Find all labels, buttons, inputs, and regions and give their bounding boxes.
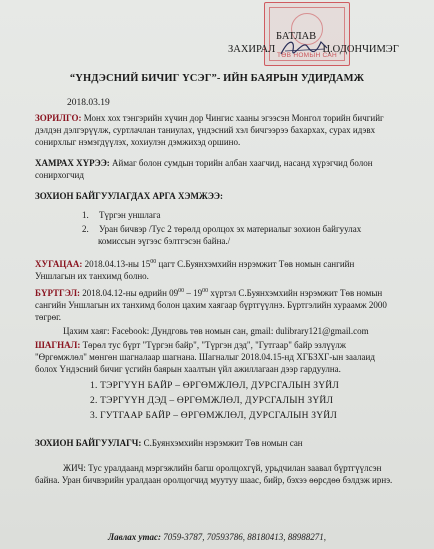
organizer-section xyxy=(35,437,420,449)
registration-label: БҮРТГЭЛ: xyxy=(35,288,81,298)
registration-rest: хүртэл С.Буянхэмхийн нэрэмжит Төв номын xyxy=(208,288,383,298)
organizer-value: С.Буянхэмхийн нэрэмжит Төв номын сан xyxy=(141,438,303,448)
method-heading: ЗОХИОН БАЙГУУЛАГДАХ АРГА ХЭМЖЭЭ: xyxy=(35,191,224,201)
time-date: 2018.04.13-ны xyxy=(82,259,142,269)
method-item-text: Түргэн уншлага xyxy=(99,210,161,220)
footer-phones: 7059-3787, 70593786, 88180413, 88988271, xyxy=(161,532,327,542)
notes-section xyxy=(35,462,425,486)
registration-sup-2: 00 xyxy=(202,288,209,294)
approval-label: БАТЛАВ xyxy=(276,31,317,42)
purpose-line-3: сонирхлыг нэмэгдүүлэх, хохиулэн дэмжихэд оршино. xyxy=(35,137,241,147)
awards-line-1: Төрөл тус бүрт "Түргэн байр", "Түргэн дэд", "Гутгаар" байр эзлүүлж xyxy=(80,340,346,350)
registration-contact: Цахим хаяг: Facebook: Дундговь төв номын сан, gmail: dulibrary121@gmail.com xyxy=(63,326,369,336)
awards-label: ШАГНАЛ: xyxy=(35,340,81,350)
contact-footer xyxy=(0,532,434,542)
organizer-label: ЗОХИОН БАЙГУУЛАГЧ: xyxy=(35,438,142,448)
awards-section xyxy=(35,339,420,375)
time-hour: 15 xyxy=(141,259,151,269)
registration-section xyxy=(35,285,420,337)
approver-name: Ц.ОДОНЧИМЭГ xyxy=(322,44,399,55)
scope-label: ХАМРАХ ХҮРЭЭ: xyxy=(35,158,110,168)
method-item-1 xyxy=(82,209,161,221)
award-place-3: 3. ГУТГААР БАЙР – ӨРГӨМЖЛӨЛ, ДУРСГАЛЫН ЗҮЙЛ xyxy=(90,411,338,421)
notes-line-1: ЖИЧ: Тус уралдаанд мэргэжлийн багш оролцохгүй, урьдчилан заавал бүртгүүлсэн xyxy=(63,463,382,473)
registration-line-3: төгрөг. xyxy=(35,312,62,322)
method-item-number: 1. xyxy=(82,210,89,220)
method-item-text-cont: комиссын эүгээс бэлтгэсэн байна./ xyxy=(98,236,231,246)
document-title: “ҮНДЭСНИЙ БИЧИГ ҮСЭГ”- ИЙН БАЯРЫН УДИРДАМЖ xyxy=(69,73,365,84)
purpose-label: ЗОРИЛГО: xyxy=(35,113,82,123)
purpose-line-1: Монх хох тэнгэрийн хүчин дор Чингис хааны эгээсэн Монгол торийн бичгийг xyxy=(81,113,384,123)
handwritten-signature xyxy=(275,34,335,60)
approver-role: ЗАХИРАЛ xyxy=(228,44,276,55)
award-place-2: 2. ТЭРГҮҮН ДЭД – ӨРГӨМЖЛӨЛ, ДУРСГАЛЫН ЗҮЙЛ xyxy=(90,396,334,406)
footer-label: Лавлах утас: xyxy=(107,532,162,542)
method-item-text: Уран бичвэр /Тус 2 төрөлд оролцох эх материалыг зохион байгуулах xyxy=(99,224,362,234)
award-place-1: 1. ТЭРГҮҮН БАЙР – ӨРГӨМЖЛӨЛ, ДУРСГАЛЫН ЗҮЙЛ xyxy=(90,381,339,391)
registration-sup-1: 00 xyxy=(178,288,185,294)
awards-line-3: болох Үндэсний бичиг үсгийн баярын хаалтын үйл ажиллагаан дээр гардуулна. xyxy=(35,364,341,374)
notes-line-2: байна. Уран бичвэрийн уралдаан оролцогчид муутуу шаас, бийр, бэхээ өөрсдөө бэлдэж ирнэ. xyxy=(35,475,393,485)
time-hour-sup: 00 xyxy=(150,259,157,265)
time-line-2: Уншлагын их танхимд болно. xyxy=(35,271,149,281)
awards-line-2: "Өргөмжлөл" мөнгөн шагналаар шагнана. Шагналыг 2018.04.15-нд ХГБЗХГ-ын заалаид xyxy=(35,352,375,362)
method-item-2 xyxy=(82,223,412,247)
time-section xyxy=(35,256,420,282)
purpose-section xyxy=(35,112,415,148)
registration-pre: 2018.04.12-ны өдрийн 09 xyxy=(80,288,179,298)
method-item-number: 2. xyxy=(82,224,89,234)
time-label: ХУГАЦАА: xyxy=(35,259,83,269)
scope-line-2: сонирхогчид xyxy=(35,170,84,180)
scope-section xyxy=(35,157,415,181)
document-date: 2018.03.19 xyxy=(67,98,110,108)
purpose-line-2: дэлдэн дэлгэрүүлж, суртлачлан таниулах, үндэсний хэл бичгээрээ бахархах, сурах идэвх xyxy=(35,125,376,135)
scope-line-1: Аймаг болон сумдын торийн албан хаагчид, насанд хүрэгчид болон xyxy=(109,158,373,168)
registration-mid: – 19 xyxy=(184,288,203,298)
time-rest: цагт С.Буянхэмхийн нэрэмжит Төв номын сангийн xyxy=(156,259,355,269)
registration-line-2: сангийн Уншлагын их танхимд болон цахим хаягаар бүртгүүлнэ. Бүртгэлийн хураамж 2000 xyxy=(35,300,387,310)
stamp-text: ТӨВ НОМЫН САН xyxy=(276,52,338,59)
